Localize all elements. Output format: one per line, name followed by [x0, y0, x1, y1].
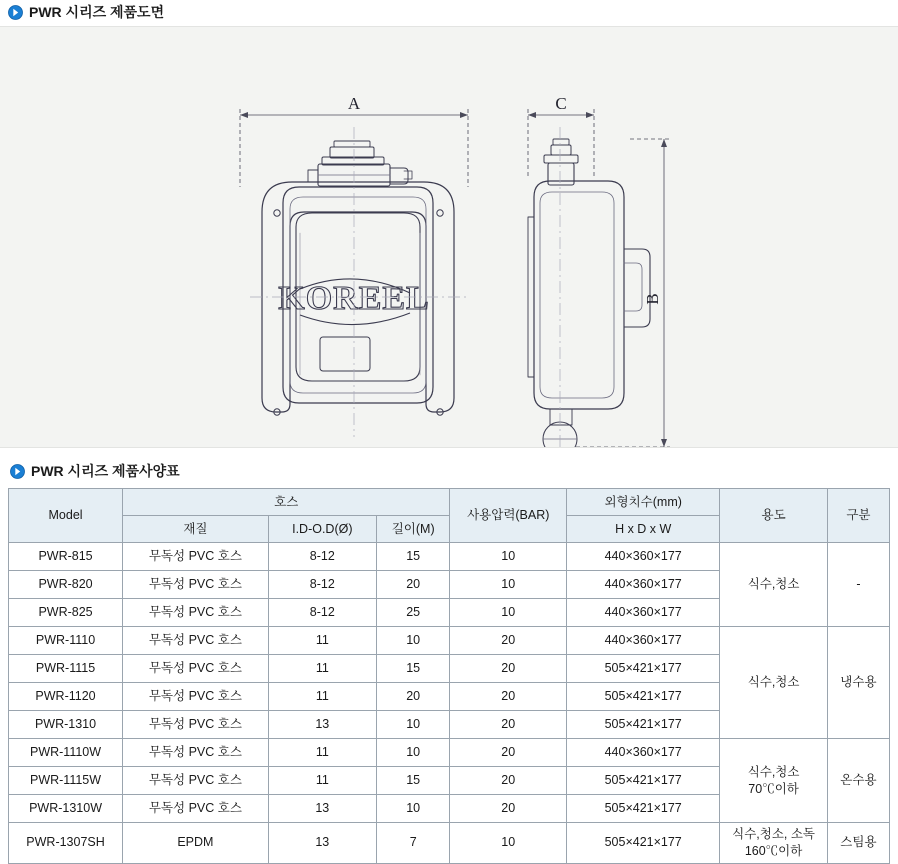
cell-id-od: 13	[268, 711, 376, 739]
table-body	[9, 543, 890, 864]
cell-pressure: 10	[450, 823, 567, 864]
th-division: 구분	[827, 489, 889, 543]
cell-length: 20	[376, 683, 450, 711]
cell-id-od: 8-12	[268, 571, 376, 599]
cell-division: 스팀용	[827, 823, 889, 864]
cell-pressure: 20	[450, 739, 567, 767]
cell-id-od: 13	[268, 823, 376, 864]
cell-material: 무독성 PVC 호스	[123, 543, 269, 571]
cell-length: 20	[376, 571, 450, 599]
dimension-c	[528, 109, 594, 179]
cell-dimension: 505×421×177	[567, 795, 720, 823]
product-drawing-panel	[0, 26, 898, 448]
cell-model: PWR-825	[9, 599, 123, 627]
table-row	[9, 627, 890, 655]
cell-usage	[720, 739, 828, 823]
usage-line-2: 70℃이하	[748, 781, 799, 796]
cell-model: PWR-820	[9, 571, 123, 599]
cell-pressure: 10	[450, 599, 567, 627]
cell-material: 무독성 PVC 호스	[123, 571, 269, 599]
usage-line-2: 160℃이하	[744, 843, 803, 858]
usage-line-1: 식수,청소, 소독	[732, 827, 816, 841]
cell-pressure: 20	[450, 683, 567, 711]
cell-length: 10	[376, 739, 450, 767]
cell-dimension: 440×360×177	[567, 739, 720, 767]
section-title: PWR 시리즈 제품도면	[29, 4, 165, 20]
cell-dimension: 440×360×177	[567, 627, 720, 655]
cell-usage: 식수,청소	[720, 627, 828, 739]
section-header-drawing	[8, 2, 164, 22]
cell-pressure: 20	[450, 795, 567, 823]
table-header-row-1	[9, 489, 890, 516]
th-model: Model	[9, 489, 123, 543]
svg-text:KOREEL: KOREEL	[278, 280, 430, 317]
cell-model: PWR-1310	[9, 711, 123, 739]
cell-length: 15	[376, 655, 450, 683]
table-row	[9, 543, 890, 571]
cell-id-od: 11	[268, 627, 376, 655]
th-usage: 용도	[720, 489, 828, 543]
svg-text:A: A	[347, 94, 361, 113]
cell-id-od: 11	[268, 767, 376, 795]
cell-division: -	[827, 543, 889, 627]
table-row	[9, 739, 890, 767]
cell-material: 무독성 PVC 호스	[123, 627, 269, 655]
cell-material: 무독성 PVC 호스	[123, 767, 269, 795]
cell-usage: 식수,청소	[720, 543, 828, 627]
cell-pressure: 20	[450, 767, 567, 795]
svg-text:C: C	[555, 94, 567, 113]
cell-dimension: 505×421×177	[567, 683, 720, 711]
th-hose: 호스	[123, 489, 450, 516]
cell-id-od: 8-12	[268, 543, 376, 571]
cell-dimension: 505×421×177	[567, 823, 720, 864]
cell-material: 무독성 PVC 호스	[123, 683, 269, 711]
th-pressure: 사용압력(BAR)	[450, 489, 567, 543]
cell-division: 냉수용	[827, 627, 889, 739]
cell-id-od: 13	[268, 795, 376, 823]
cell-id-od: 11	[268, 739, 376, 767]
table-head	[9, 489, 890, 543]
spec-table	[8, 488, 890, 864]
cell-dimension: 505×421×177	[567, 655, 720, 683]
cell-dimension: 440×360×177	[567, 599, 720, 627]
svg-text:B: B	[643, 293, 662, 305]
usage-line-1: 식수,청소	[747, 764, 800, 779]
cell-model: PWR-1115	[9, 655, 123, 683]
cell-id-od: 8-12	[268, 599, 376, 627]
cell-model: PWR-1307SH	[9, 823, 123, 864]
cell-model: PWR-1110W	[9, 739, 123, 767]
cell-model: PWR-1120	[9, 683, 123, 711]
product-drawing-svg	[0, 27, 898, 447]
cell-usage	[720, 823, 828, 864]
cell-material: 무독성 PVC 호스	[123, 739, 269, 767]
cell-material: 무독성 PVC 호스	[123, 711, 269, 739]
table-row	[9, 823, 890, 864]
cell-length: 15	[376, 543, 450, 571]
cell-pressure: 10	[450, 543, 567, 571]
cell-length: 25	[376, 599, 450, 627]
blue-arrow-bullet-icon	[8, 5, 23, 20]
cell-pressure: 20	[450, 627, 567, 655]
th-dimension-line1: 외형치수(mm)	[567, 489, 720, 516]
th-length: 길이(M)	[376, 516, 450, 543]
th-material: 재질	[123, 516, 269, 543]
cell-length: 10	[376, 711, 450, 739]
cell-pressure: 20	[450, 711, 567, 739]
blue-arrow-bullet-icon	[10, 464, 25, 479]
section-header-spec	[10, 461, 180, 481]
cell-dimension: 505×421×177	[567, 711, 720, 739]
cell-dimension: 440×360×177	[567, 543, 720, 571]
cell-pressure: 20	[450, 655, 567, 683]
cell-model: PWR-1110	[9, 627, 123, 655]
cell-material: 무독성 PVC 호스	[123, 655, 269, 683]
cell-length: 10	[376, 627, 450, 655]
th-id-od: I.D-O.D(Ø)	[268, 516, 376, 543]
cell-length: 15	[376, 767, 450, 795]
cell-material: EPDM	[123, 823, 269, 864]
cell-pressure: 10	[450, 571, 567, 599]
cell-material: 무독성 PVC 호스	[123, 599, 269, 627]
section-title: PWR 시리즈 제품사양표	[31, 463, 180, 479]
cell-length: 10	[376, 795, 450, 823]
cell-length: 7	[376, 823, 450, 864]
th-dimension-line2: H x D x W	[567, 516, 720, 543]
cell-model: PWR-1310W	[9, 795, 123, 823]
cell-material: 무독성 PVC 호스	[123, 795, 269, 823]
cell-model: PWR-815	[9, 543, 123, 571]
cell-dimension: 505×421×177	[567, 767, 720, 795]
cell-id-od: 11	[268, 655, 376, 683]
cell-model: PWR-1115W	[9, 767, 123, 795]
cell-division: 온수용	[827, 739, 889, 823]
cell-dimension: 440×360×177	[567, 571, 720, 599]
cell-id-od: 11	[268, 683, 376, 711]
